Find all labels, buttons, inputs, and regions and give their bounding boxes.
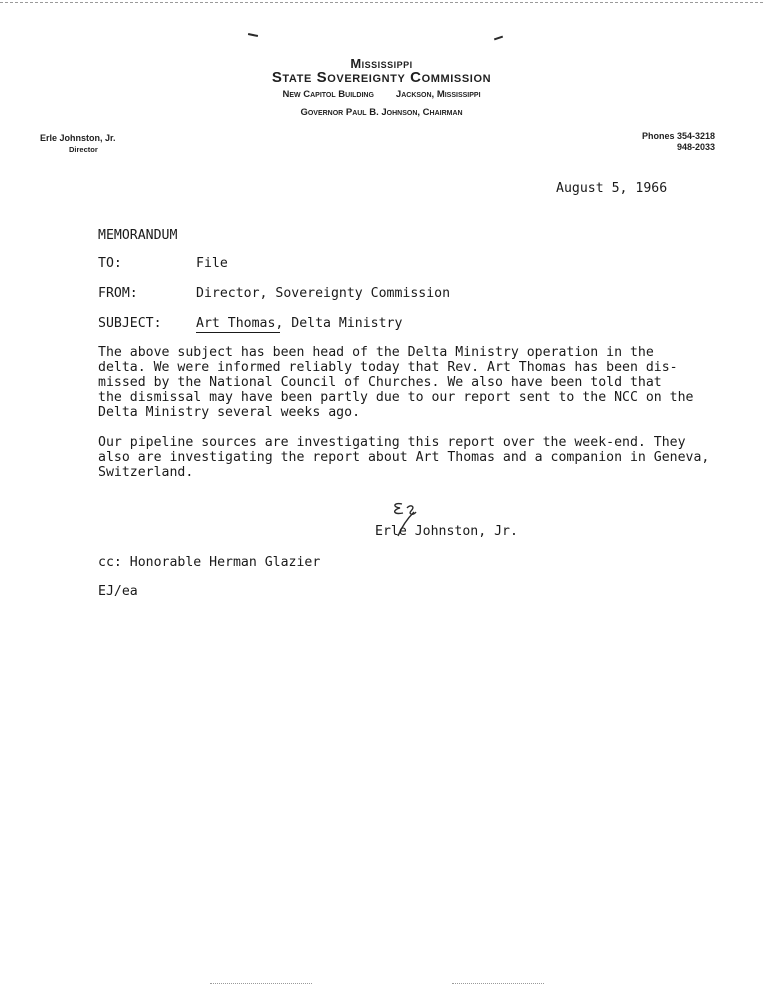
subject-label: SUBJECT:	[98, 316, 162, 331]
to-value: File	[196, 256, 228, 271]
director-title: Director	[69, 145, 98, 154]
scan-border	[452, 983, 544, 984]
letterhead-commission: State Sovereignty Commission	[271, 69, 492, 86]
from-value: Director, Sovereignty Commission	[196, 286, 451, 301]
memo-heading: MEMORANDUM	[98, 228, 178, 243]
director-name: Erle Johnston, Jr.	[40, 133, 116, 143]
paragraph-line: the dismissal may have been partly due to our report sent to the NCC on the	[98, 390, 694, 405]
paragraph-2	[98, 435, 709, 480]
paragraph-line: The above subject has been head of the Delta Ministry operation in the	[98, 345, 654, 360]
letterhead-state: Mississippi	[350, 56, 413, 71]
scan-mark	[494, 36, 503, 41]
address-building: New Capitol Building	[282, 89, 374, 100]
paragraph-line: Switzerland.	[98, 465, 194, 480]
subject-value: Art Thomas, Delta Ministry	[196, 316, 403, 331]
phones-line-1: Phones 354-3218	[641, 131, 715, 141]
scan-mark	[248, 33, 258, 37]
to-label: TO:	[98, 256, 122, 271]
subject-underline	[196, 332, 280, 333]
typist-initials: EJ/ea	[98, 584, 138, 599]
paragraph-line: Our pipeline sources are investigating this report over the week-end. They	[98, 435, 686, 450]
from-label: FROM:	[98, 286, 138, 301]
paragraph-line: delta. We were informed reliably today that Rev. Art Thomas has been dis-	[98, 360, 678, 375]
phones-line-2: 948-2033	[676, 142, 715, 152]
scan-border	[210, 983, 312, 984]
signature-name: Erle Johnston, Jr.	[375, 524, 518, 539]
cc-line: cc: Honorable Herman Glazier	[98, 555, 321, 570]
letterhead-governor: Governor Paul B. Johnson, Chairman	[300, 107, 463, 118]
memo-date: August 5, 1966	[556, 181, 668, 196]
paragraph-line: also are investigating the report about Art Thomas and a companion in Geneva,	[98, 450, 710, 465]
paragraph-line: Delta Ministry several weeks ago.	[98, 405, 361, 420]
address-city: Jackson, Mississippi	[395, 89, 481, 100]
paragraph-line: missed by the National Council of Churches. We also have been told that	[98, 375, 662, 390]
paragraph-1	[98, 345, 693, 420]
scan-border	[0, 2, 763, 3]
letterhead-address	[0, 89, 763, 100]
